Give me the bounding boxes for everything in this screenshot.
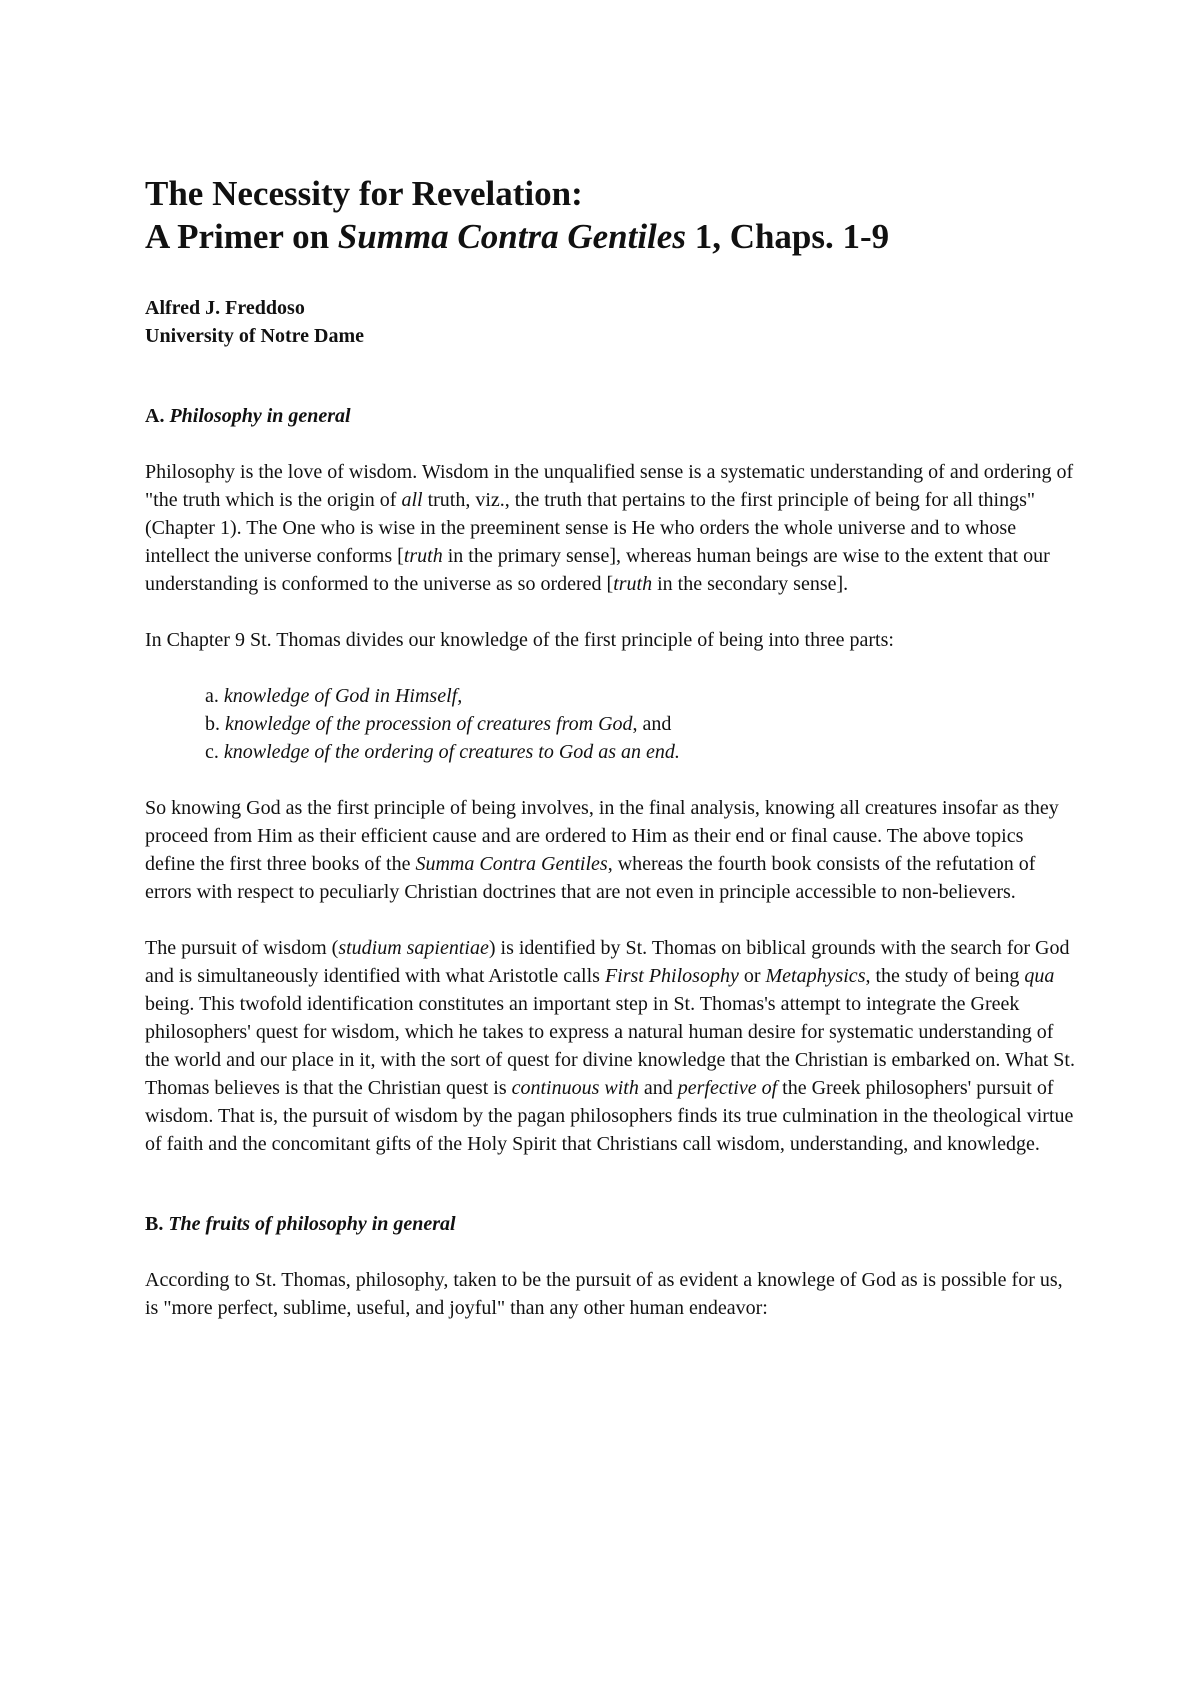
text-run: , the study of being <box>865 965 1025 987</box>
text-run: in the secondary sense]. <box>652 573 849 595</box>
text-run: , whereas the fourth book consists of the refutation of errors with respect to peculiarly Christian doctrines that are not even in principle accessible to non-believers. <box>145 853 1036 903</box>
italic-run: continuous with <box>511 1077 639 1099</box>
list-marker: b. <box>205 713 225 735</box>
section-a-paragraph-3 <box>145 794 1075 906</box>
list-item-text: knowledge of the procession of creatures from God <box>225 713 633 735</box>
title-line-2-suffix: 1, Chaps. 1-9 <box>685 217 890 256</box>
title-line-1: The Necessity for Revelation: <box>145 174 583 213</box>
author-affiliation: University of Notre Dame <box>145 325 365 347</box>
text-run: truth, viz., the truth that pertains to the first principle of being for all things" (Chapter 1). The One who is wise in the preeminent sense is He who orders the whole universe and to whose intellect the universe conforms [ <box>145 489 1036 567</box>
italic-run: truth <box>403 545 443 567</box>
text-run: Philosophy is the love of wisdom. Wisdom in the unqualified sense is a systematic understanding of and ordering of "the truth which is the origin of <box>145 461 1074 511</box>
author-block <box>145 294 1075 350</box>
section-a-paragraph-1 <box>145 458 1075 598</box>
text-run: So knowing God as the first principle of being involves, in the final analysis, knowing all creatures insofar as they proceed from Him as their efficient cause and are ordered to Him as their end or final cause. The above topics define the first three books of the <box>145 797 1059 875</box>
section-b-title: The fruits of philosophy in general <box>168 1213 456 1235</box>
italic-run: qua <box>1024 965 1055 987</box>
title-line-2-prefix: A Primer on <box>145 217 338 256</box>
text-run: ) is identified by St. Thomas on biblical grounds with the search for God and is simultaneously identified with what Aristotle calls <box>145 937 1070 987</box>
list-item-tail: , and <box>632 713 672 735</box>
text-run: the Greek philosophers' pursuit of wisdom. That is, the pursuit of wisdom by the pagan philosophers finds its true culmination in the theological virtue of faith and the concomitant gifts of the Holy Spirit that Christians call wisdom, understanding, and knowledge. <box>145 1077 1074 1155</box>
list-marker: a. <box>205 685 224 707</box>
section-b-paragraph-1: According to St. Thomas, philosophy, taken to be the pursuit of as evident a knowlege of God as is possible for us, is "more perfect, sublime, useful, and joyful" than any other human endeavor: <box>145 1269 1063 1319</box>
text-run: being. This twofold identification constitutes an important step in St. Thomas's attempt to integrate the Greek philosophers' quest for wisdom, which he takes to express a natural human desire for systematic understanding of the world and our place in it, with the sort of quest for divine knowledge that the Christian is embarked on. What St. Thomas believes is that the Christian quest is <box>145 993 1075 1099</box>
list-item <box>205 682 1075 710</box>
text-run: or <box>738 965 766 987</box>
list-item <box>205 738 1075 766</box>
section-a-paragraph-2: In Chapter 9 St. Thomas divides our knowledge of the first principle of being into three parts: <box>145 629 894 651</box>
italic-run: First Philosophy <box>604 965 739 987</box>
text-run: and <box>638 1077 678 1099</box>
italic-run: Metaphysics <box>765 965 866 987</box>
author-name: Alfred J. Freddoso <box>145 297 305 319</box>
italic-run: perfective of <box>677 1077 778 1099</box>
list-item-text: knowledge of God in Himself, <box>223 685 463 707</box>
list-item <box>205 710 1075 738</box>
text-run: The pursuit of wisdom ( <box>145 937 339 959</box>
section-b-heading <box>145 1210 1075 1238</box>
title-line-2-italic: Summa Contra Gentiles <box>337 217 686 256</box>
section-a-title: Philosophy in general <box>169 405 351 427</box>
italic-run: studium sapientiae <box>338 937 489 959</box>
list-marker: c. <box>205 741 224 763</box>
document-page <box>145 172 1075 1322</box>
italic-run: truth <box>613 573 653 595</box>
italic-run: Summa Contra Gentiles <box>415 853 608 875</box>
knowledge-parts-list <box>205 682 1075 766</box>
section-a-paragraph-4 <box>145 934 1075 1158</box>
italic-run: all <box>401 489 423 511</box>
list-item-text: knowledge of the ordering of creatures to God as an end. <box>223 741 680 763</box>
section-a-heading <box>145 402 1075 430</box>
section-b-letter: B. <box>145 1213 169 1235</box>
document-title <box>145 172 1075 258</box>
section-a-letter: A. <box>145 405 170 427</box>
text-run: in the primary sense], whereas human beings are wise to the extent that our understanding is conformed to the universe as so ordered [ <box>145 545 1050 595</box>
